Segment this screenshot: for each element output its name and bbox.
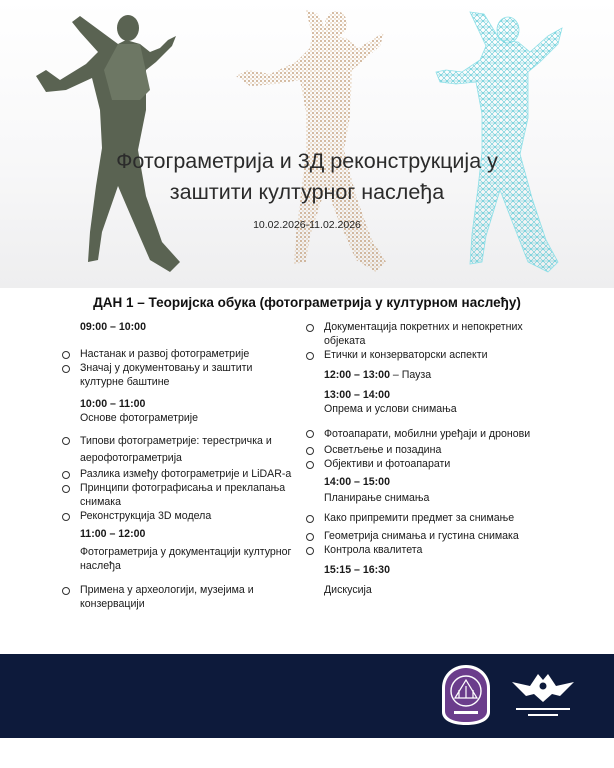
session-title: Основе фотограметрије (80, 412, 198, 424)
schedule-left-column (62, 320, 292, 611)
list-item: Објективи и фотоапарати (306, 457, 556, 471)
time-slot: 14:00 – 15:00 (324, 476, 390, 488)
wireframe-statue (436, 12, 562, 272)
bronze-statue (36, 15, 180, 272)
statues-illustration (0, 0, 614, 288)
list-item: Геометрија снимања и густина снимака (306, 529, 556, 543)
list-item: Настанак и развој фотограметрије (62, 347, 292, 361)
hero-title-line2: заштити културног наслеђа (169, 180, 445, 204)
university-seal-logo (441, 664, 491, 726)
list-item: Значај у документовању и заштити културне баштине (62, 361, 292, 389)
list-item: Етички и конзерваторски аспекти (306, 348, 556, 362)
list-item: Реконструкција 3D модела (62, 509, 292, 523)
list-item: Контрола квалитета (306, 543, 556, 557)
hero-title (60, 146, 554, 208)
session-title: Фотограметрија у документацији културног наслеђа (80, 546, 292, 572)
time-slot: 13:00 – 14:00 (324, 389, 390, 401)
session-title: Планирање снимања (324, 492, 430, 504)
list-item: Фотоапарати, мобилни уређаји и дронови (306, 426, 556, 443)
museum-republika-srpska-logo (508, 668, 578, 726)
time-slot: 09:00 – 10:00 (80, 321, 146, 333)
list-item: Како припремити предмет за снимање (306, 511, 556, 525)
day-title: ДАН 1 – Теоријска обука (фотограметрија у културном наслеђу) (93, 295, 521, 310)
list-item: Документација покретних и непокретних објеката (306, 320, 556, 348)
event-dates: 10.02.2026-11.02.2026 (253, 219, 361, 231)
session-title: Опрема и услови снимања (324, 403, 457, 415)
list-item: Принципи фотографисања и преклапања снимака (62, 481, 292, 509)
list-item: Разлика између фотограметрије и LiDAR-а (62, 467, 292, 481)
pointcloud-statue (236, 10, 386, 272)
break-label: – Пауза (389, 369, 432, 381)
schedule-right-column (306, 320, 556, 597)
session-title: Дискусија (324, 584, 372, 596)
time-slot: 15:15 – 16:30 (324, 564, 390, 576)
time-slot: 11:00 – 12:00 (80, 528, 146, 540)
hero-banner (0, 0, 614, 288)
time-slot: 12:00 – 13:00 (324, 369, 390, 381)
list-item: Типови фотограметрије: терестричка и аерофотограметрија (62, 433, 292, 467)
time-slot: 10:00 – 11:00 (80, 398, 146, 410)
break-slot (306, 368, 556, 382)
list-item: Осветљење и позадина (306, 443, 556, 457)
hero-title-line1: Фотограметрија и 3Д реконструкција у (116, 149, 498, 173)
list-item: Примена у археологији, музејима и конзервацији (62, 583, 292, 611)
